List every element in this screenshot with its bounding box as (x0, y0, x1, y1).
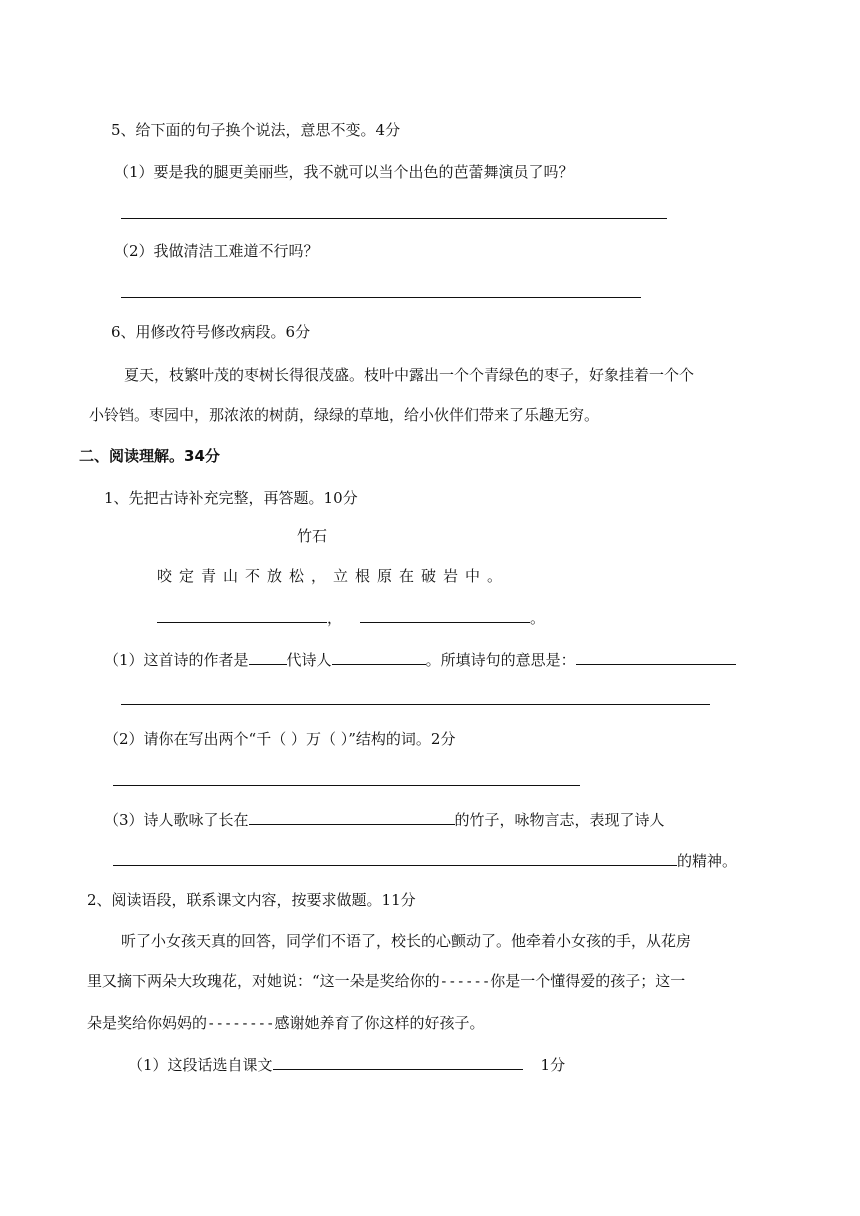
spirit-blank[interactable] (113, 849, 677, 866)
r2-line-2-part-a: 里又摘下两朵大玫瑰花，对她说：“这一朵是奖给你的 (87, 972, 440, 990)
q5-answer-line-1[interactable] (121, 218, 667, 219)
r1-sub-1-text-b: 代诗人 (286, 651, 332, 669)
r2-line-3-part-a: 朵是奖给你妈妈的 (87, 1014, 208, 1032)
r2-heading: 2、阅读语段，联系课文内容，按要求做题。11分 (87, 891, 416, 909)
r2-line-2-dashes: ------ (439, 974, 491, 990)
r1-sub-1-text-a: （1）这首诗的作者是 (104, 651, 249, 669)
r1-sub-3-text-a: （3）诗人歌咏了长在 (104, 811, 249, 829)
r1-sub-2-answer-line[interactable] (113, 785, 580, 786)
poem-blank-2[interactable] (360, 606, 530, 623)
grow-place-blank[interactable] (249, 808, 455, 825)
r1-sub-1-text-c: 。所填诗句的意思是： (425, 651, 576, 669)
r2-line-2-part-c: 你是一个懂得爱的孩子；这一 (490, 972, 686, 990)
r1-sub-2: （2）请你在写出两个“千（ ）万（ ）”结构的词。2分 (104, 730, 456, 748)
r1-heading: 1、先把古诗补充完整，再答题。10分 (104, 489, 358, 507)
poem-comma: ， (327, 609, 343, 627)
r2-sub-1 (128, 1053, 565, 1075)
dynasty-blank[interactable] (249, 648, 287, 665)
q5-answer-line-2[interactable] (121, 297, 641, 298)
r2-line-3-dashes: -------- (207, 1016, 275, 1032)
r2-line-3-part-c: 感谢她养育了你这样的好孩子。 (274, 1014, 485, 1032)
r1-sub-1-answer-line[interactable] (121, 704, 710, 705)
r2-paragraph-line-3 (87, 1013, 484, 1034)
q5-item-2: （2）我做清洁工难道不行吗？ (114, 242, 319, 260)
r2-sub-1-text: （1）这段话选自课文 (128, 1056, 273, 1074)
r1-sub-3 (104, 808, 665, 830)
meaning-blank[interactable] (576, 648, 736, 665)
lesson-title-blank[interactable] (273, 1053, 523, 1070)
r2-sub-1-score: 1分 (540, 1056, 566, 1074)
q5-heading: 5、给下面的句子换个说法，意思不变。4分 (111, 121, 401, 139)
r1-sub-1 (104, 648, 736, 670)
poem-period: 。 (530, 609, 546, 627)
poem-blank-1[interactable] (157, 606, 327, 623)
r1-sub-3-text-b: 的竹子，咏物言志，表现了诗人 (454, 811, 665, 829)
q6-paragraph-line-2: 小铃铛。枣园中，那浓浓的树荫，绿绿的草地，给小伙伴们带来了乐趣无穷。 (89, 406, 600, 424)
q6-heading: 6、用修改符号修改病段。6分 (111, 323, 311, 341)
poem-line-1: 咬定青山不放松，立根原在破岩中。 (157, 567, 510, 585)
r2-paragraph-line-1: 听了小女孩天真的回答，同学们不语了，校长的心颤动了。他牵着小女孩的手，从花房 (121, 932, 692, 950)
poem-line-2 (157, 606, 545, 628)
r2-paragraph-line-2 (87, 971, 685, 992)
poet-blank[interactable] (332, 648, 426, 665)
q5-item-1: （1）要是我的腿更美丽些，我不就可以当个出色的芭蕾舞演员了吗？ (114, 163, 574, 181)
r1-sub-3-end: 的精神。 (677, 852, 738, 870)
r1-sub-3-line-2 (113, 849, 737, 871)
q6-paragraph-line-1: 夏天，枝繁叶茂的枣树长得很茂盛。枝叶中露出一个个青绿色的枣子，好象挂着一个个 (124, 366, 695, 384)
poem-title: 竹石 (297, 527, 328, 545)
section-2-heading: 二、阅读理解。34分 (79, 447, 220, 465)
